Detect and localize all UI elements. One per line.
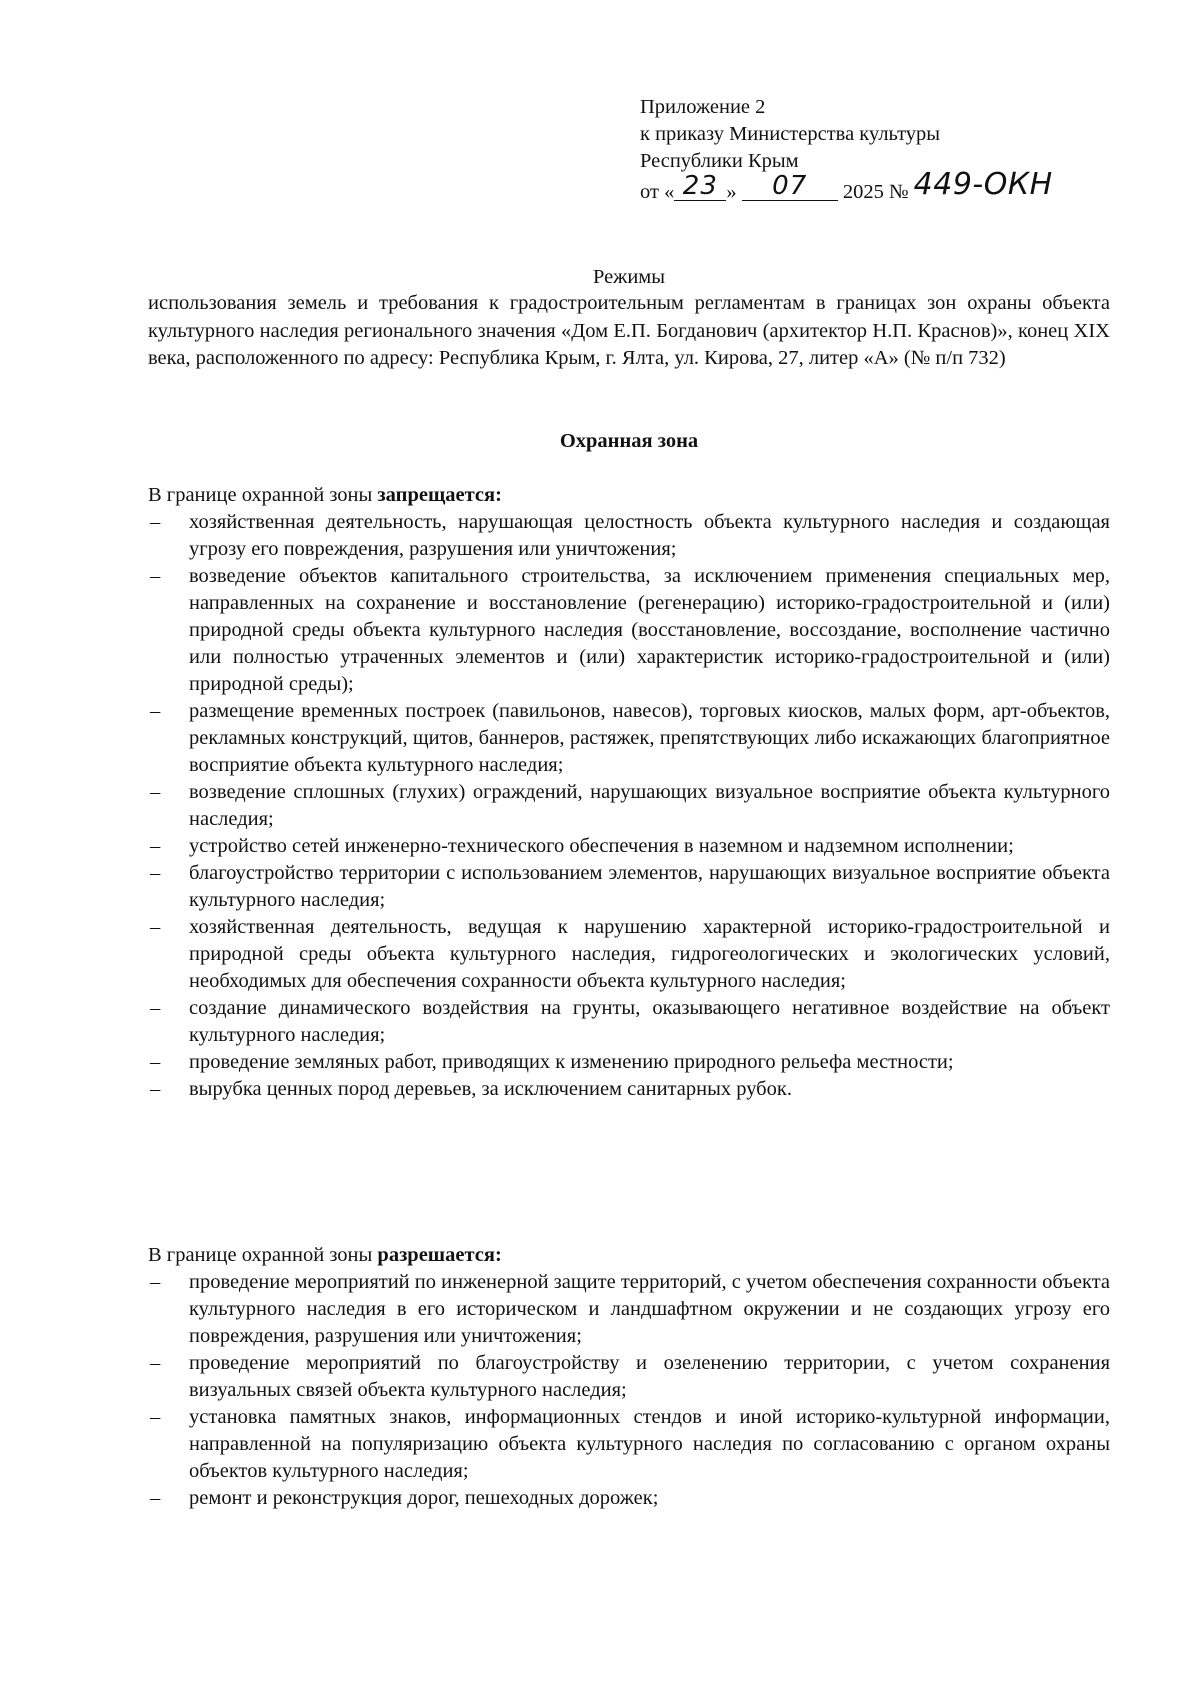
date-prefix: от « xyxy=(640,181,675,203)
dash-bullet: – xyxy=(150,1487,161,1509)
list-item-text: вырубка ценных пород деревьев, за исключением санитарных рубок. xyxy=(189,1078,792,1100)
dash-bullet: – xyxy=(150,835,161,857)
prohibited-section xyxy=(148,482,1110,1103)
list-item-text: проведение мероприятий по благоустройству и озеленению территории, с учетом сохранения визуальных связей объекта культурного наследия; xyxy=(189,1352,1110,1401)
appendix-header xyxy=(640,94,1160,206)
handwritten-doc-number: 449-ОКН xyxy=(913,167,1053,202)
allowed-section xyxy=(148,1242,1110,1512)
prohibited-lead xyxy=(148,482,1110,509)
dash-bullet: – xyxy=(150,700,161,722)
dash-bullet: – xyxy=(150,1271,161,1293)
dash-bullet: – xyxy=(150,1051,161,1073)
list-item xyxy=(148,779,1110,833)
list-item xyxy=(148,995,1110,1049)
list-item xyxy=(148,914,1110,995)
prohibited-list xyxy=(148,509,1110,1103)
list-item xyxy=(148,1350,1110,1404)
list-item-text: возведение объектов капитального строительства, за исключением применения специальных мер, направленных на сохранение и восстановление (регенерацию) историко-градостроительной и (или) природной среды объекта культурного наследия (восстановление, воссоздание, восполнение частично или полностью утраченных элементов и (или) характеристик историко-градостроительной и (или) природной среды); xyxy=(189,565,1110,695)
list-item xyxy=(148,1076,1110,1103)
dash-bullet: – xyxy=(150,781,161,803)
republic-name: Республики Крым xyxy=(640,150,799,172)
list-item xyxy=(148,509,1110,563)
dash-bullet: – xyxy=(150,997,161,1019)
list-item-text: создание динамического воздействия на грунты, оказывающего негативное воздействие на объект культурного наследия; xyxy=(189,997,1110,1046)
order-reference: к приказу Министерства культуры xyxy=(640,123,941,145)
dash-bullet: – xyxy=(150,916,161,938)
list-item xyxy=(148,1049,1110,1076)
zone-heading: Охранная зона xyxy=(559,430,699,452)
list-item xyxy=(148,1269,1110,1350)
dash-bullet: – xyxy=(150,862,161,884)
list-item-text: ремонт и реконструкция дорог, пешеходных дорожек; xyxy=(189,1487,659,1509)
allowed-lead xyxy=(148,1242,1110,1269)
list-item-text: проведение мероприятий по инженерной защите территорий, с учетом обеспечения сохранности объекта культурного наследия в его историческом и ландшафтном окружении и не создающих угрозу его повреждения, разрушения или уничтожения; xyxy=(189,1271,1110,1347)
dash-bullet: – xyxy=(150,1352,161,1374)
list-item-text: проведение земляных работ, приводящих к изменению природного рельефа местности; xyxy=(189,1051,954,1073)
list-item xyxy=(148,860,1110,914)
order-date-line xyxy=(640,167,1160,206)
list-item xyxy=(148,698,1110,779)
dash-bullet: – xyxy=(150,1078,161,1100)
dash-bullet: – xyxy=(150,1406,161,1428)
prohibited-lead-bold: запрещается: xyxy=(377,484,502,506)
list-item-text: устройство сетей инженерно-технического обеспечения в наземном и надземном исполнении; xyxy=(189,835,1014,857)
list-item-text: размещение временных построек (павильонов, навесов), торговых киосков, малых форм, арт-объектов, рекламных конструкций, щитов, баннеров, растяжек, препятствующих либо искажающих благоприятное восприятие объекта культурного наследия; xyxy=(189,700,1110,776)
handwritten-day: 23 xyxy=(674,173,726,201)
list-item xyxy=(148,1404,1110,1485)
list-item-text: благоустройство территории с использованием элементов, нарушающих визуальное восприятие объекта культурного наследия; xyxy=(189,862,1110,911)
list-item-text: установка памятных знаков, информационных стендов и иной историко-культурной информации, направленной на популяризацию объекта культурного наследия по согласованию с органом охраны объектов культурного наследия; xyxy=(189,1406,1110,1482)
document-title: Режимы xyxy=(592,266,666,288)
handwritten-month: 07 xyxy=(742,173,838,201)
prohibited-lead-text: В границе охранной зоны xyxy=(148,484,378,506)
list-item-text: хозяйственная деятельность, ведущая к нарушению характерной историко-градостроительной и природной среды объекта культурного наследия, гидрогеологических и экологических условий, необходимых для обеспечения сохранности объекта культурного наследия; xyxy=(189,916,1110,992)
list-item xyxy=(148,833,1110,860)
list-item-text: хозяйственная деятельность, нарушающая целостность объекта культурного наследия и создающая угрозу его повреждения, разрушения или уничтожения; xyxy=(189,511,1110,560)
allowed-lead-bold: разрешается: xyxy=(377,1244,502,1266)
list-item xyxy=(148,1485,1110,1512)
list-item xyxy=(148,563,1110,698)
document-subtitle: использования земель и требования к градостроительным регламентам в границах зон охраны объекта культурного наследия регионального значения «Дом Е.П. Богданович (архитектор Н.П. Краснов)», конец XIX века, расположенного по адресу: Республика Крым, г. Ялта, ул. Кирова, 27, литер «А» (№ п/п 732) xyxy=(148,292,1110,369)
list-item-text: возведение сплошных (глухих) ограждений, нарушающих визуальное восприятие объекта культурного наследия; xyxy=(189,781,1110,830)
dash-bullet: – xyxy=(150,511,161,533)
dash-bullet: – xyxy=(150,565,161,587)
date-year: 2025 № xyxy=(837,181,914,203)
appendix-label: Приложение 2 xyxy=(640,96,766,118)
allowed-lead-text: В границе охранной зоны xyxy=(148,1244,378,1266)
allowed-list xyxy=(148,1269,1110,1512)
date-mid: » xyxy=(726,181,742,203)
